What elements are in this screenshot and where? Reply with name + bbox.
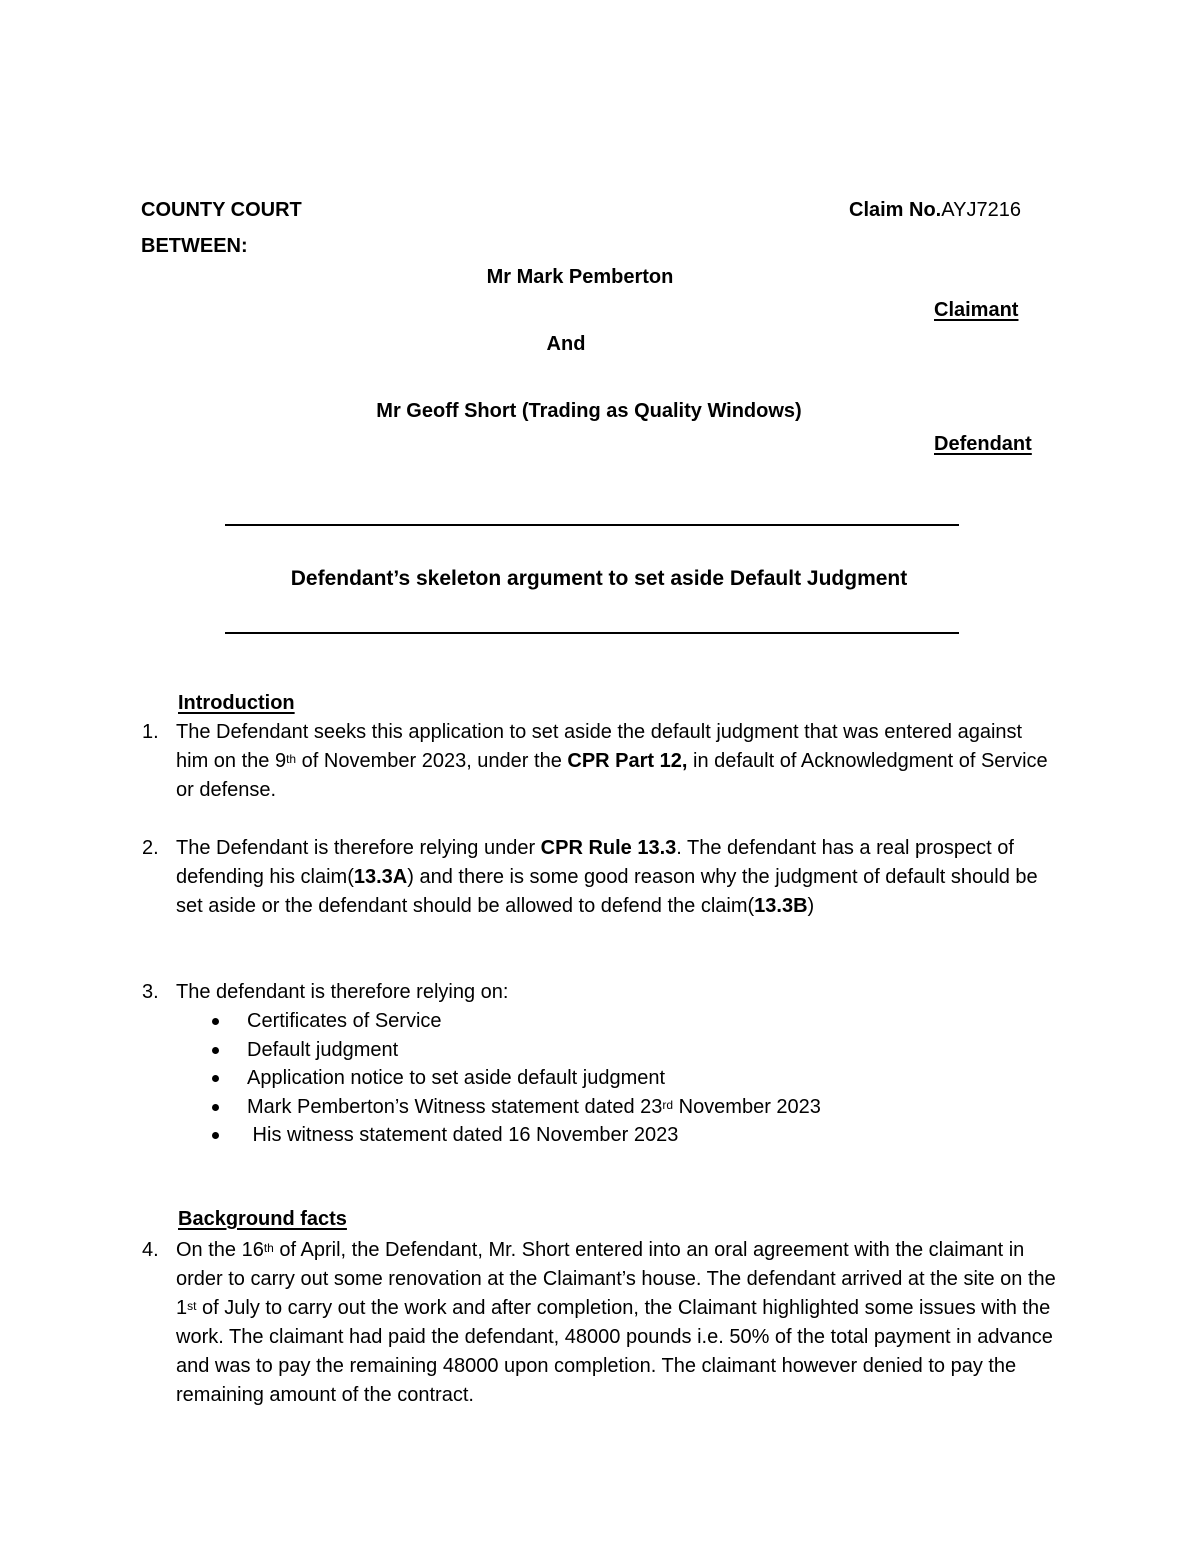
bottom-rule — [225, 632, 959, 634]
defendant-role: Defendant — [934, 433, 1032, 455]
conjunction-and: And — [546, 333, 586, 355]
para-1: The Defendant seeks this application to set aside the default judgment that was entered against him on the 9th of November 2023, under the CPR Part 12, in default of Acknowledgment of Service or defense. — [176, 721, 1048, 801]
para-4: On the 16th of April, the Defendant, Mr. Short entered into an oral agreement with the claimant in order to carry out some renovation at the Claimant’s house. The defendant arrived at the site on the 1st of July to carry out the work and after completion, the Claimant highlighted some issues with the work. The claimant had paid the defendant, 48000 pounds i.e. 50% of the total payment in advance and was to pay the remaining 48000 upon completion. The claimant however denied to pay the remaining amount of the contract. — [176, 1239, 1056, 1406]
bullet-icon — [212, 1132, 219, 1139]
claim-number — [849, 200, 1021, 220]
para-3-number: 3. — [142, 981, 159, 1003]
bullet-icon — [212, 1075, 219, 1082]
para-3: The defendant is therefore relying on: — [176, 981, 509, 1003]
bullet-icon — [212, 1047, 219, 1054]
claim-label: Claim No. — [849, 199, 942, 221]
bullet-icon — [212, 1018, 219, 1025]
claim-value: AYJ7216 — [941, 199, 1021, 221]
court-name: COUNTY COURT — [141, 199, 302, 221]
para-2: The Defendant is therefore relying under CPR Rule 13.3. The defendant has a real prospect of defending his claim(13.3A) and there is some good reason why the judgment of default should be set aside or the defendant should be allowed to defend the claim(13.3B) — [176, 837, 1038, 917]
claimant-role: Claimant — [934, 299, 1019, 321]
defendant-name: Mr Geoff Short (Trading as Quality Windows) — [376, 400, 802, 422]
document-title: Defendant’s skeleton argument to set aside Default Judgment — [290, 567, 908, 590]
para-2-number: 2. — [142, 837, 159, 859]
claimant-name: Mr Mark Pemberton — [486, 266, 674, 288]
para-4-number: 4. — [142, 1239, 159, 1261]
para-1-number: 1. — [142, 721, 159, 743]
introduction-heading: Introduction — [178, 692, 295, 714]
between-label: BETWEEN: — [141, 235, 248, 257]
background-heading: Background facts — [178, 1208, 347, 1230]
top-rule — [225, 524, 959, 526]
bullet-icon — [212, 1104, 219, 1111]
